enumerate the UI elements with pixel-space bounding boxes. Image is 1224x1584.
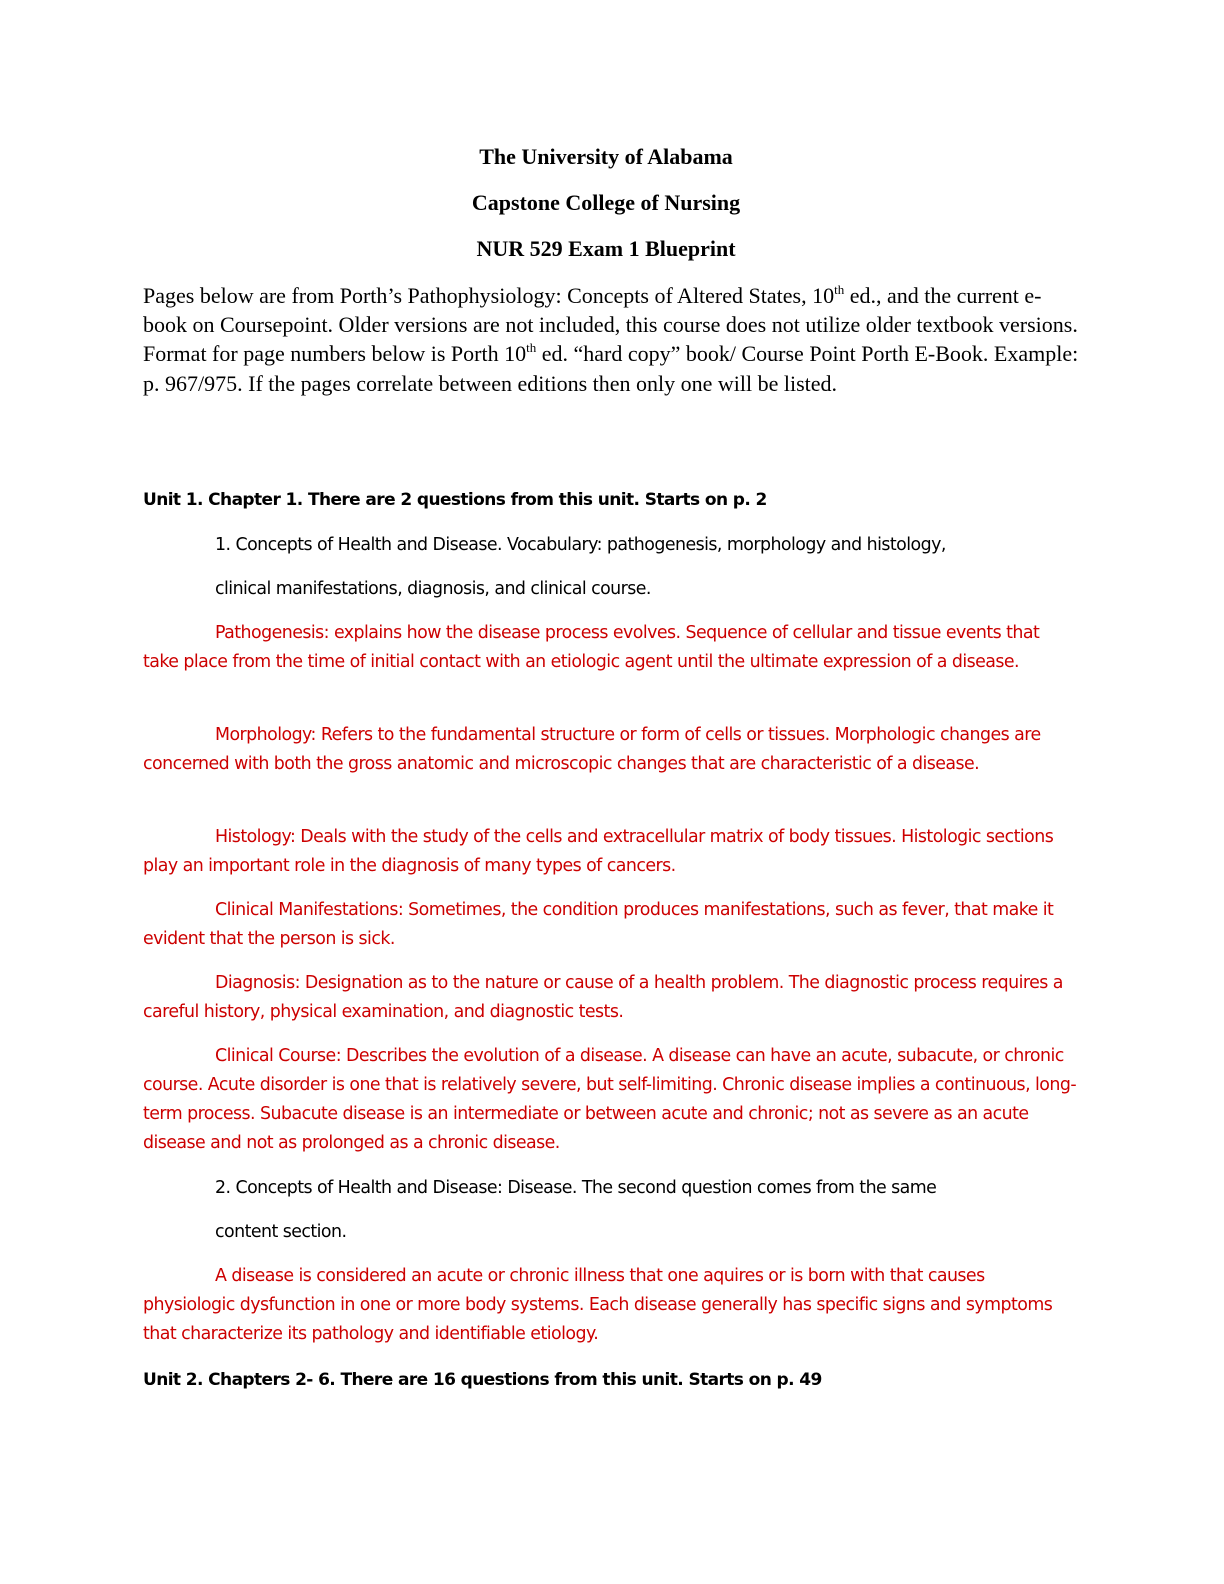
intro-text-3: ed. “hard copy” book/ Course Point Porth E-Book. Example: p. 967/975. If the pages correlate between editions then only one will be listed. [143,341,1079,396]
intro-paragraph [143,281,1083,398]
question2-line1: 2. Concepts of Health and Disease: Disease. The second question comes from the same [215,1178,937,1198]
answer-histology: Histology: Deals with the study of the cells and extracellular matrix of body tissues. Histologic sections play an important role in the diagnosis of many types of cancers. [143,827,1054,876]
intro-text-1: Pages below are from Porth’s Pathophysiology: Concepts of Altered States, 10 [143,283,835,308]
answer-clinical-manifestations: Clinical Manifestations: Sometimes, the condition produces manifestations, such as fever, that make it evident that the person is sick. [143,900,1054,949]
unit1-heading: Unit 1. Chapter 1. There are 2 questions from this unit. Starts on p. 2 [143,490,767,510]
unit2-heading: Unit 2. Chapters 2- 6. There are 16 questions from this unit. Starts on p. 49 [143,1370,822,1390]
superscript-th: th [526,340,537,356]
intro-text-2: ed., and the current e-book on Coursepoint. Older versions are not included, this course does not utilize older textbook versions. Format for page numbers below is Porth 10 [143,283,1078,367]
answer-pathogenesis: Pathogenesis: explains how the disease process evolves. Sequence of cellular and tissue events that take place from the time of initial contact with an etiologic agent until the ultimate expression of a disease. [143,623,1040,672]
exam-title: NUR 529 Exam 1 Blueprint [476,236,736,261]
question2-line2: content section. [215,1222,347,1242]
answer-clinical-course: Clinical Course: Describes the evolution of a disease. A disease can have an acute, subacute, or chronic course. Acute disorder is one that is relatively severe, but self-limiting. Chronic disease implies a continuous, long-term process. Subacute disease is an intermediate or between acute and chronic; not as severe as an acute disease and not as prolonged as a chronic disease. [143,1046,1077,1153]
university-title: The University of Alabama [479,144,733,169]
answer-morphology: Morphology: Refers to the fundamental structure or form of cells or tissues. Morphologic changes are concerned with both the gross anatomic and microscopic changes that are characteristic of a disease. [143,725,1041,774]
college-title: Capstone College of Nursing [471,190,741,215]
question1-line1: 1. Concepts of Health and Disease. Vocabulary: pathogenesis, morphology and histology, [215,535,946,555]
question1-line2: clinical manifestations, diagnosis, and clinical course. [215,579,651,599]
answer-disease: A disease is considered an acute or chronic illness that one aquires or is born with that causes physiologic dysfunction in one or more body systems. Each disease generally has specific signs and symptoms that characterize its pathology and identifiable etiology. [143,1266,1053,1344]
superscript-th: th [834,281,845,297]
answer-diagnosis: Diagnosis: Designation as to the nature or cause of a health problem. The diagnostic process requires a careful history, physical examination, and diagnostic tests. [143,973,1063,1022]
